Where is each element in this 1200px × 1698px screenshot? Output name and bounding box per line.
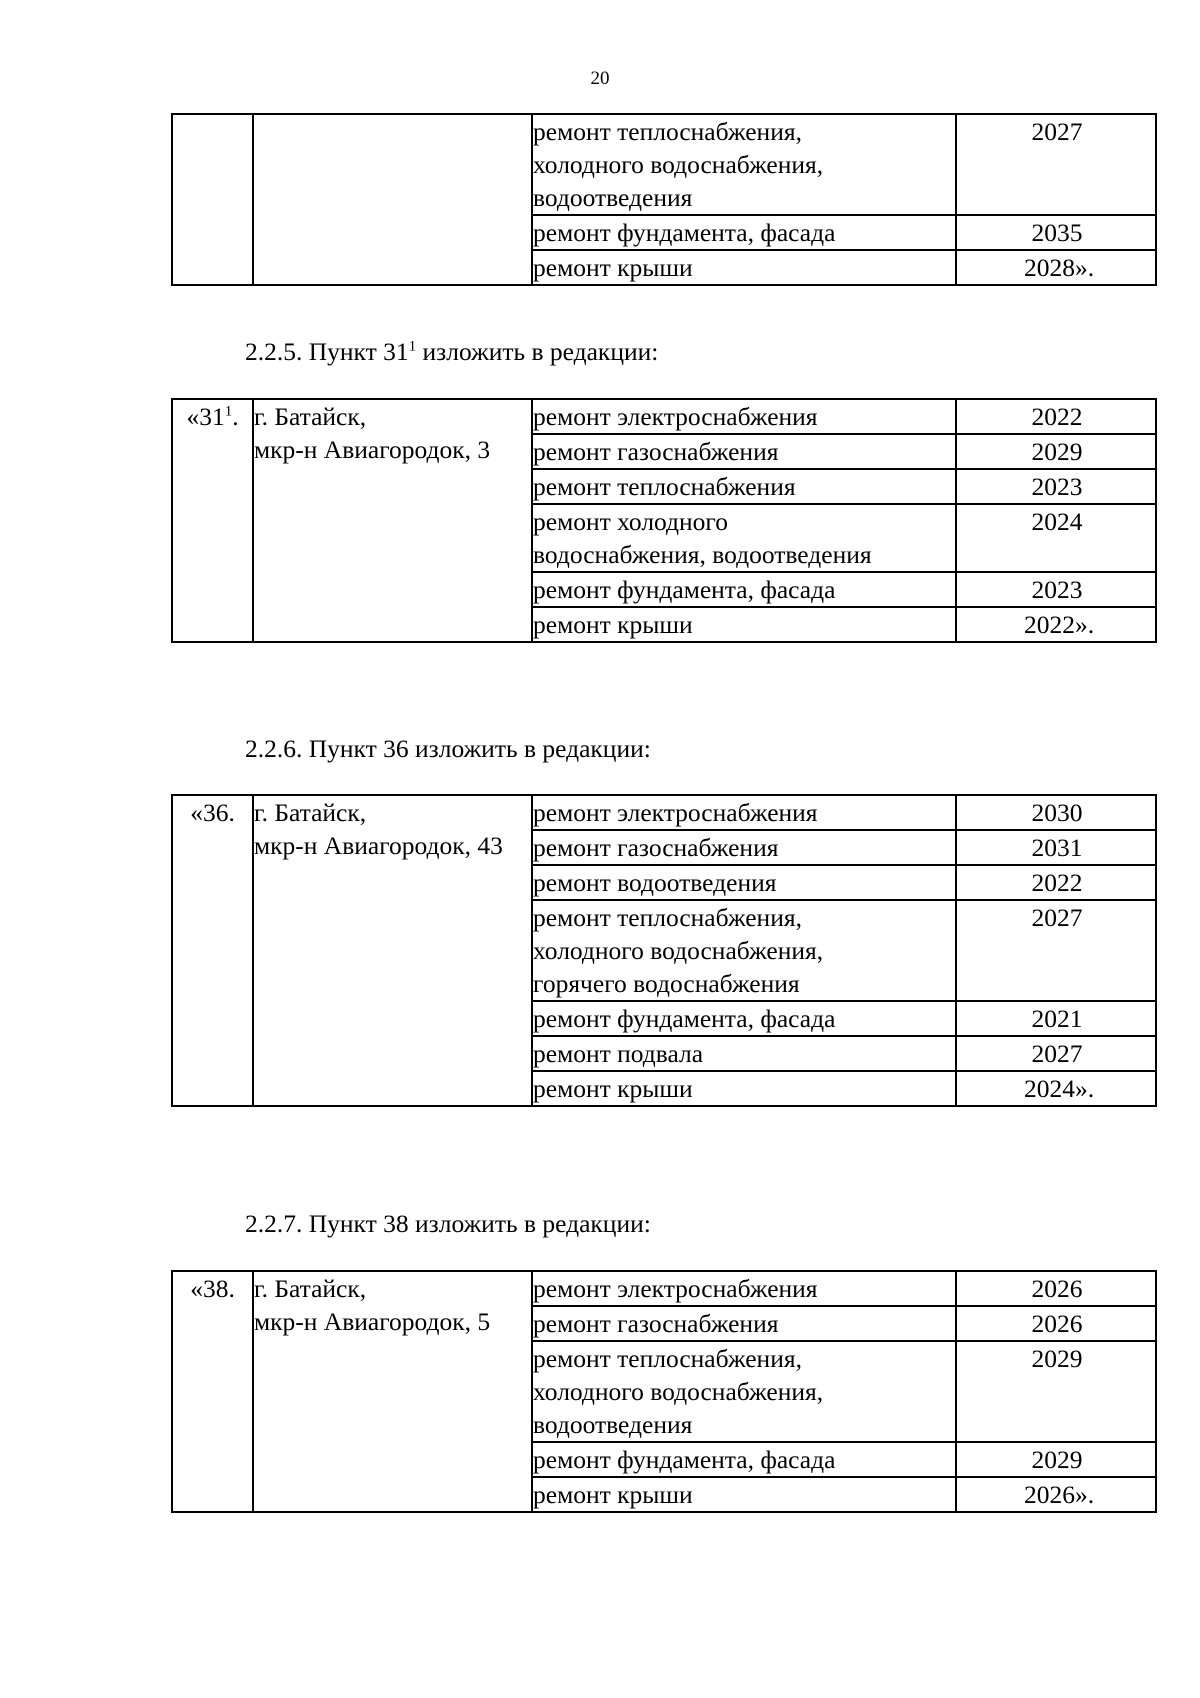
work-cell: ремонт фундамента, фасада: [532, 572, 956, 607]
year-cell: 2023: [956, 572, 1156, 607]
num-cell: [172, 114, 253, 285]
work-cell: ремонт крыши: [532, 607, 956, 642]
table-continuation: [171, 113, 1157, 286]
work-cell: ремонт фундамента, фасада: [532, 1442, 956, 1477]
item-number: «38.: [172, 1271, 253, 1512]
address-cell: г. Батайск, мкр-н Авиагородок, 5: [253, 1271, 532, 1512]
work-cell: ремонт фундамента, фасада: [532, 1001, 956, 1036]
work-cell: ремонт водоотведения: [532, 865, 956, 900]
table-item-36: [171, 794, 1157, 1107]
year-cell: 2035: [956, 215, 1156, 250]
work-cell: ремонт электроснабжения: [532, 795, 956, 830]
address-cell: [253, 114, 532, 285]
section-heading-2-2-7: 2.2.7. Пункт 38 изложить в редакции:: [245, 1209, 651, 1238]
table-item-38: [171, 1270, 1157, 1513]
work-cell: ремонт электроснабжения: [532, 1271, 956, 1306]
year-cell: 2030: [956, 795, 1156, 830]
work-cell: ремонт крыши: [532, 1071, 956, 1106]
year-cell: 2031: [956, 830, 1156, 865]
work-cell: ремонт газоснабжения: [532, 1306, 956, 1341]
work-cell: ремонт теплоснабжения, холодного водоснабжения, водоотведения: [532, 114, 956, 215]
table-item-31-1: [171, 398, 1157, 643]
work-cell: ремонт подвала: [532, 1036, 956, 1071]
work-cell: ремонт крыши: [532, 250, 956, 285]
table-row: [172, 114, 1156, 215]
year-cell: 2021: [956, 1001, 1156, 1036]
work-cell: ремонт крыши: [532, 1477, 956, 1512]
year-cell: 2022: [956, 399, 1156, 434]
year-cell: 2029: [956, 434, 1156, 469]
work-cell: ремонт газоснабжения: [532, 434, 956, 469]
work-cell: ремонт газоснабжения: [532, 830, 956, 865]
work-cell: ремонт теплоснабжения, холодного водоснабжения, водоотведения: [532, 1341, 956, 1442]
item-number: «$31^1$.: [172, 399, 253, 642]
year-cell: 2024: [956, 504, 1156, 572]
year-cell: 2028».: [956, 250, 1156, 285]
table-row: [172, 1271, 1156, 1306]
work-cell: ремонт фундамента, фасада: [532, 215, 956, 250]
year-cell: 2023: [956, 469, 1156, 504]
year-cell: 2026: [956, 1306, 1156, 1341]
work-cell: ремонт теплоснабжения: [532, 469, 956, 504]
address-cell: г. Батайск, мкр-н Авиагородок, 43: [253, 795, 532, 1106]
year-cell: 2027: [956, 1036, 1156, 1071]
year-cell: 2029: [956, 1442, 1156, 1477]
year-cell: 2027: [956, 114, 1156, 215]
work-cell: ремонт теплоснабжения, холодного водоснабжения, горячего водоснабжения: [532, 900, 956, 1001]
table-row: [172, 399, 1156, 434]
section-heading-2-2-5: 2.2.5. Пункт $31^1$ изложить в редакции:: [245, 337, 659, 366]
year-cell: 2022: [956, 865, 1156, 900]
page-number: 20: [590, 68, 610, 89]
address-cell: г. Батайск, мкр-н Авиагородок, 3: [253, 399, 532, 642]
section-heading-2-2-6: 2.2.6. Пункт 36 изложить в редакции:: [245, 734, 651, 763]
work-cell: ремонт электроснабжения: [532, 399, 956, 434]
year-cell: 2022».: [956, 607, 1156, 642]
year-cell: 2029: [956, 1341, 1156, 1442]
year-cell: 2026: [956, 1271, 1156, 1306]
year-cell: 2024».: [956, 1071, 1156, 1106]
year-cell: 2027: [956, 900, 1156, 1001]
year-cell: 2026».: [956, 1477, 1156, 1512]
item-number: «36.: [172, 795, 253, 1106]
table-row: [172, 795, 1156, 830]
work-cell: ремонт холодного водоснабжения, водоотведения: [532, 504, 956, 572]
